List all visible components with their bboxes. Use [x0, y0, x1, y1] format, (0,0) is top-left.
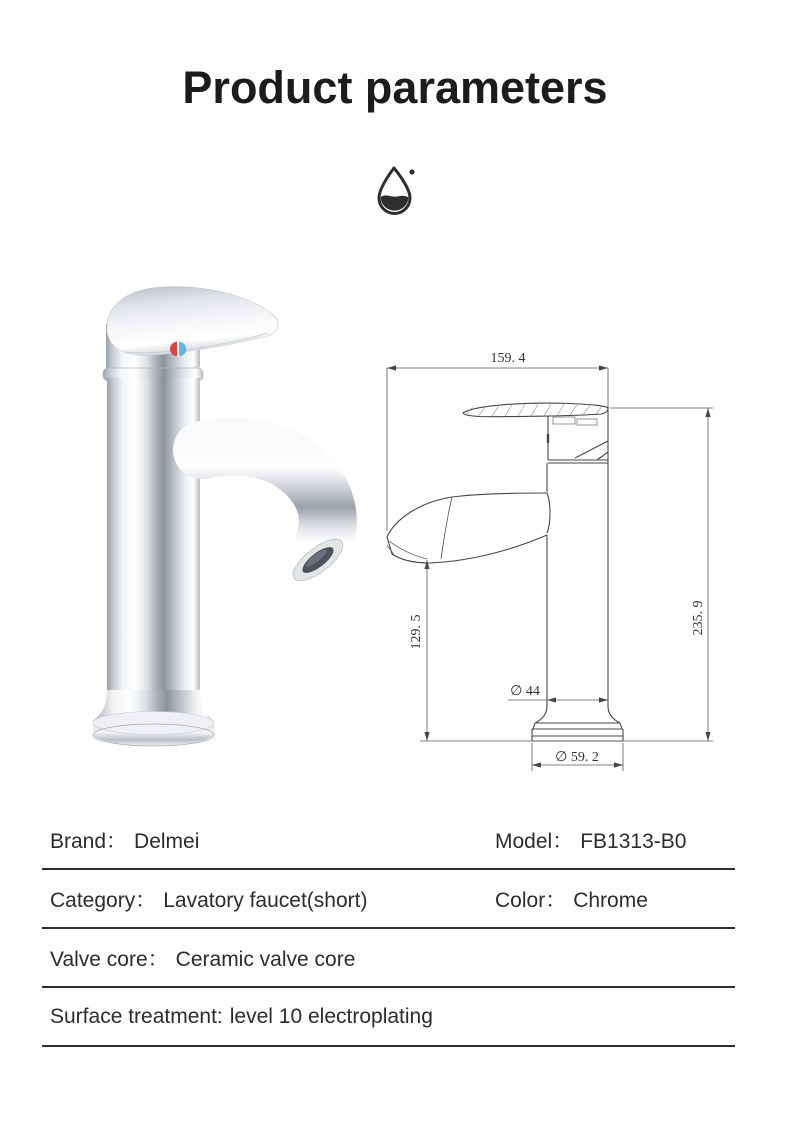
- spec-table: [42, 811, 735, 1047]
- spec-colon: ：: [552, 829, 574, 853]
- spec-colon: ：: [545, 888, 567, 912]
- technical-drawing-svg: [375, 335, 790, 785]
- spec-label: Model: [495, 829, 553, 853]
- faucet-outline: [387, 403, 623, 741]
- spec-colon: ：: [147, 947, 169, 971]
- dim-body-diameter-label: ∅ 44: [510, 684, 540, 699]
- spec-cell-color: [495, 884, 735, 914]
- spec-row-valve-core: [42, 929, 735, 988]
- spec-colon: ：: [106, 829, 128, 853]
- spec-label: Color: [495, 888, 546, 912]
- spec-cell-surface-treatment: [50, 1005, 433, 1029]
- faucet-base-top: [93, 712, 214, 735]
- spec-row-category-color: [42, 870, 735, 929]
- spec-label: Brand: [50, 829, 107, 853]
- spec-value: Ceramic valve core: [175, 947, 356, 971]
- spec-label: Valve core: [50, 947, 148, 971]
- spec-value: Delmei: [134, 829, 200, 853]
- spec-value: Chrome: [573, 888, 648, 912]
- handle-plate-hatch: [466, 404, 602, 416]
- spec-value: level 10 electroplating: [229, 1004, 433, 1028]
- faucet-body-column: [107, 378, 200, 696]
- faucet-handle: [107, 287, 278, 356]
- spec-cell-valve-core: [50, 943, 355, 973]
- spec-cell-model: [495, 825, 735, 855]
- dimension-arrows: [387, 365, 711, 767]
- water-drop-icon: [372, 165, 418, 222]
- dim-base-diameter-label: ∅ 59. 2: [555, 750, 599, 765]
- faucet-photo: [62, 272, 380, 773]
- spec-colon: ：: [135, 888, 157, 912]
- spec-row-surface-treatment: [42, 988, 735, 1047]
- dimension-lines: [387, 368, 713, 771]
- spec-colon: :: [216, 1004, 223, 1028]
- water-drop-icon-svg: [372, 165, 418, 217]
- dim-total-height-label: 235. 9: [691, 600, 706, 636]
- spec-cell-category: [50, 884, 495, 914]
- spec-label: Surface treatment: [50, 1004, 217, 1028]
- drop-dot: [409, 169, 414, 174]
- dim-spout-height-label: 129. 5: [409, 614, 424, 650]
- spec-value: Lavatory faucet(short): [163, 888, 368, 912]
- faucet-spout: [202, 447, 328, 542]
- spec-row-brand-model: [42, 811, 735, 870]
- page-title: Product parameters: [182, 62, 608, 113]
- hot-cold-indicator: [170, 342, 186, 357]
- dim-width-label: 159. 4: [490, 351, 526, 366]
- spec-label: Category: [50, 888, 136, 912]
- spec-cell-brand: [50, 825, 495, 855]
- faucet-photo-svg: [62, 272, 380, 768]
- spec-value: FB1313-B0: [580, 829, 687, 853]
- technical-drawing: [375, 335, 790, 790]
